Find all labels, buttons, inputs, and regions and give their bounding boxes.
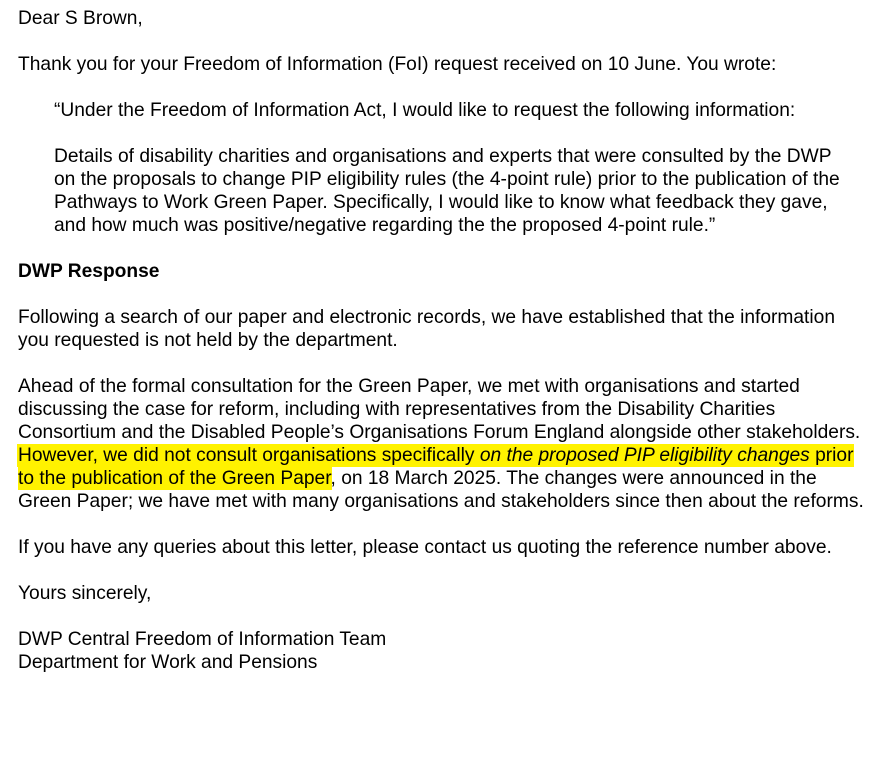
salutation: Dear S Brown, <box>18 8 143 29</box>
para2-after: , on 18 March 2025. The changes were announced in the Green Paper; we have met with many organisations and stakeholders since then about the reforms. <box>18 468 864 512</box>
highlight-plain-2: prior to the publication of the Green Paper <box>18 445 854 489</box>
queries-paragraph: If you have any queries about this letter, please contact us quoting the reference number above. <box>18 537 832 558</box>
quote-body: Details of disability charities and organisations and experts that were consulted by the DWP on the proposals to change PIP eligibility rules (the 4-point rule) prior to the publication of the Pathways to Work Green Paper. Specifically, I would like to know what feedback they gave, and how much was positive/negative regarding the the proposed 4-point rule.” <box>54 146 840 236</box>
para2-before: Ahead of the formal consultation for the Green Paper, we met with organisations and started discussing the case for reform, including with representatives from the Disability Charities Consortium and the Disabled People’s Organisations Forum England alongside other stakeholders. <box>18 376 861 443</box>
letter <box>18 7 868 674</box>
intro-paragraph: Thank you for your Freedom of Information (FoI) request received on 10 June. You wrote: <box>18 54 777 75</box>
response-heading: DWP Response <box>18 261 160 282</box>
response-paragraph-2 <box>18 375 868 513</box>
response-paragraph-1: Following a search of our paper and electronic records, we have established that the information you requested is not held by the department. <box>18 307 835 351</box>
closing: Yours sincerely, <box>18 583 152 604</box>
highlight-plain-1: However, we did not consult organisations specifically <box>18 445 480 466</box>
signature-team: DWP Central Freedom of Information Team <box>18 629 387 650</box>
signature-department: Department for Work and Pensions <box>18 652 318 673</box>
highlight-italic: on the proposed PIP eligibility changes <box>479 445 810 466</box>
quote-opening: “Under the Freedom of Information Act, I would like to request the following information: <box>54 100 796 121</box>
quoted-request <box>54 99 854 237</box>
